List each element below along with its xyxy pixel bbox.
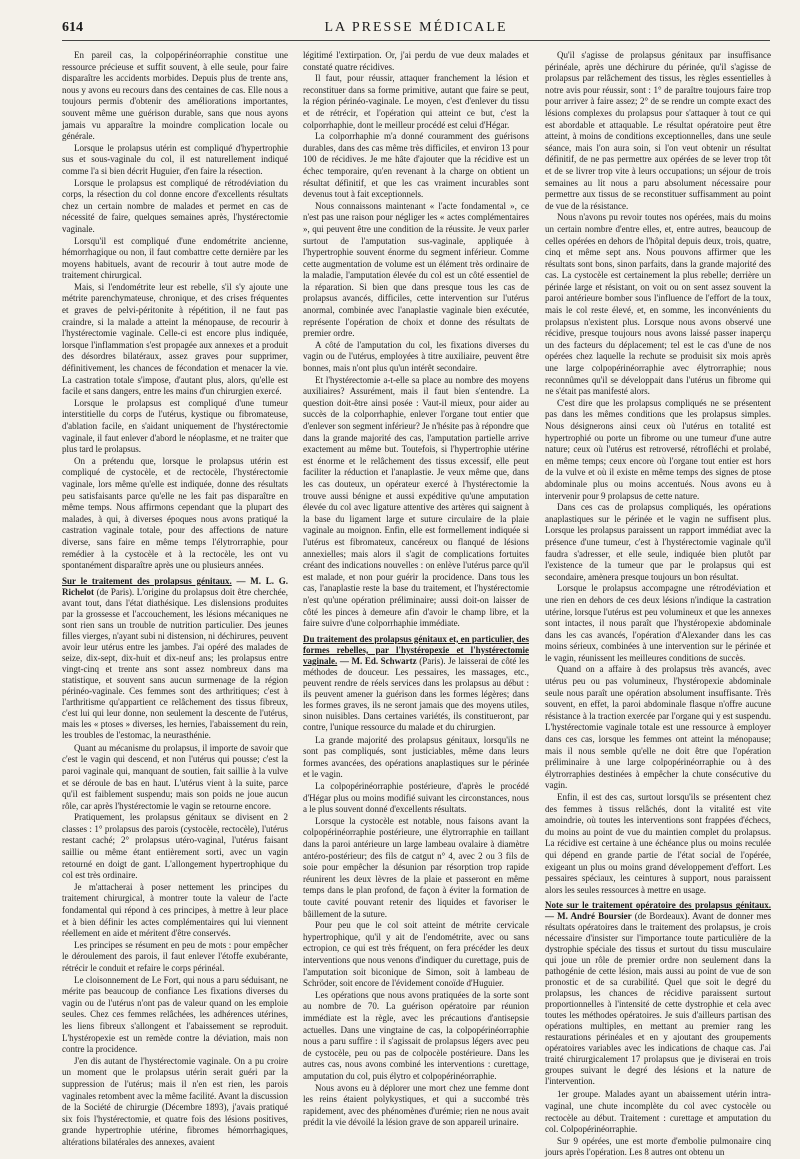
paragraph: C'est dire que les prolapsus compliqués ne se présentent pas dans les mêmes conditions que les prolapsus simples. Nous désignerons ainsi ceux où l'utérus en totalité est hypertrophié ou porte un fibrome ou une tumeur d'une autre nature; ceux où l'utérus est retroversé, rétrofléchi et prolabé, en même temps; ceux encore où l'organe tout entier est hors de la vulve et où il existe en même temps des signes de ptose abdominale plus ou moins accentués. Nous avons eu à intervenir pour 9 prolapsus de cette nature. <box>545 397 771 501</box>
paragraph: Le cloisonnement de Le Fort, qui nous a paru séduisant, ne mérite pas beaucoup de confiance Les fixations diverses du vagin ou de l'utérus n'ont pas de valeur quand on les emploie seules. Chez ces femmes relâchées, les adhérences utérines, les liens fibreux s'allongent et l'abaissement se reproduit. L'hystéropexie est un remède contre la déviation, mais non contre la procidence. <box>62 974 288 1055</box>
paragraph: A côté de l'amputation du col, les fixations diverses du vagin ou de l'utérus, employées à titre auxiliaire, peuvent être bonnes, mais n'ont plus qu'un intérêt secondaire. <box>303 339 529 374</box>
paragraph: La colpopérinéorraphie postérieure, d'après le procédé d'Hégar plus ou moins modifié suivant les circonstances, nous a le plus souvent donné d'excellents résultats. <box>303 781 529 815</box>
running-header <box>62 20 770 38</box>
section-author: — M. André Boursier <box>545 911 632 922</box>
paragraph: J'en dis autant de l'hystérectomie vaginale. On a pu croire un moment que le prolapsus utérin serait guéri par la suppression de l'utérus; mais il n'en est rien, les parois vaginales retombent avec la même facilité. Avant la discussion de la Société de chirurgie (Décembre 1893), j'avais pratiqué six fois l'hystérectomie, et quatre fois des lésions positives, grande hypertrophie utérine, fibromes hémorrhagiques, altérations bilatérales des annexes, avaient <box>62 1055 288 1147</box>
paragraph: Lorsque la cystocèle est notable, nous faisons avant la colpopérinéorraphie postérieure, une élytrorraphie en taillant dans la paroi antérieure un large lambeau ovalaire à diamètre antéro-postérieur; des fils de catgut n° 4, avec 2 ou 3 fils de soie pour empêcher la désunion par résorption trop rapide réunirent les deux lèvres de la plaie et passeront en même temps dans le plan profond, de façon à éviter la formation de toute cavité pouvant retenir des liquides et favoriser le bâillement de la suture. <box>303 815 529 919</box>
paragraph: Qu'il s'agisse de prolapsus génitaux par insuffisance périnéale, après une déchirure du périnée, qu'il s'agisse de prolapsus par relâchement des tissus, les règles essentielles à notre avis pour réussir, sont : 1° de paraître toujours faire trop pour arriver à faire assez; 2° de se rendre un compte exact des lésions complexes du prolapsus pour s'attaquer à tout ce qui est abordable et attaquable. Le résultat opératoire peut être atteint, à moins de conditions exceptionnelles, dans une seule séance, mais l'on aura soin, si l'on veut obtenir un résultat définitif, de ne pas permettre aux opérées de se lever trop tôt et de se livrer trop vite à leurs occupations; un séjour de trois semaines au lit nous a paru absolument nécessaire pour permettre aux tissus de se reconstituer suffisamment au point de vue de la résistance. <box>545 50 771 211</box>
paragraph: Il faut, pour réussir, attaquer franchement la lésion et reconstituer dans sa forme primitive, autant que faire se peut, la région périnéo-vaginale. Le moyen, c'est d'enlever du tissu et de rétrécir, et l'opération qui atteint ce but, c'est la colporrhaphie, dont le meilleur procédé est celui d'Hégar. <box>303 73 529 130</box>
paragraph: En pareil cas, la colpopérinéorraphie constitue une ressource précieuse et suffit souvent, à elle seule, pour faire disparaître les accidents morbides. Depuis plus de trente ans, nous y avons eu recours dans des centaines de cas. Elle nous a toujours permis d'obtenir des améliorations importantes, souvent même une guérison durable, sans que nous ayons jamais vu apparaître la moindre complication locale ou générale. <box>62 50 288 142</box>
section-title: Note sur le traitement opératoire des prolapsus génitaux. <box>545 900 771 911</box>
text-column-2 <box>303 50 529 1128</box>
section-heading <box>62 576 288 741</box>
section-body-text: (de Paris). L'origine du prolapsus doit être cherchée, avant tout, dans l'état diathésique. Les dislensions produites par la grossesse et l'accouchement, les lésions mécaniques ne sont rien sans un trouble de nutrition particulier. Des jeunes filles vierges, n'ayant subi ni distension, ni déchirures, peuvent avoir leur utérus entre les jambes. J'ai opéré des malades de seize, dix-sept, dix-huit et dix-neuf ans; les prolapsus entre vingt-cinq et trente ans sont assez nombreux dans ma statistique, et souvent sans aucun surmenage de la région périnéo-vaginale. Ces femmes sont des arthritiques; c'est à l'arthritisme qu'appartient ce relâchement des tissus fibreux, c'est lui qui leur donne, non seulement la descente de l'utérus, mais les « ptoses » diverses, les hernies, l'abaissement du rein, les troubles de l'estomac, la neurasthénie. <box>62 586 288 740</box>
section-body-text: (de Bordeaux). Avant de donner mes résultats opératoires dans le traitement des prolapsus, je crois nécessaire d'insister sur l'importance toute particulière de la dystrophie spéciale des tissus et surtout du tissu musculaire qui joue un rôle de premier ordre non seulement dans la pathogénie de cette lésion, mais aussi au point de vue de son pronostic et de sa curabilité. Quel que soit le degré du prolapsus, les chances de récidive paraissent surtout proportionnelles à l'intensité de cette dystrophie et cela avec toutes les méthodes opératoires. Je suis d'ailleurs partisan des opérations multiples, en mettant au premier rang les restaurations périnéales et en y ajoutant des groupements opératoires variables avec les indications de chaque cas. J'ai traité chirurgicalement 17 prolapsus que je diviserai en trois groupes suivant le degré des lésions et la nature de l'intervention. <box>545 911 772 1087</box>
paragraph: Nous avons eu à déplorer une mort chez une femme dont les reins étaient polykystiques, et qui a succombé très rapidement, avec des phénomènes d'urémie; rien ne nous avait prédit la vie dévoilé la lésion grave de son appareil urinaire. <box>303 1082 529 1128</box>
header-rule <box>62 40 770 41</box>
paragraph: Les principes se résument en peu de mots : pour empêcher le déroulement des parois, il faut enlever l'étoffe exubérante, rétrécir le conduit et refaire le corps périnéal. <box>62 939 288 973</box>
paragraph: Lorsque le prolapsus accompagne une rétrodéviation et une rien en dehors de ces deux lésions n'indique la castration utérine, lorsque l'utérus est peu volumineux et que les annexes sont intactes, il nous paraît que l'hystéropexie abdominale dans les cas avancés, l'opération d'Alexander dans les cas moins sérieux, combinées à une intervention sur le périnée et le vagin, réunissent les meilleures conditions de succès. <box>545 583 771 663</box>
paragraph: Et l'hystérectomie a-t-elle sa place au nombre des moyens auxiliaires? Assurément, mais il faut bien s'entendre. La question doit-être ainsi posée : Vaut-il mieux, pour aider au succès de la colporrhaphie, enlever l'organe tout entier que d'enlever son segment inférieur? Je n'hésite pas à répondre que dans la grande majorité des cas, l'amputation partielle arrive exactement au même but. Toutefois, si l'hypertrophie utérine est énorme et le relâchement des tissus excessif, elle peut faciliter la réduction et l'anaplastie. Je veux même que, dans les cas douteux, un opérateur exercé à l'hystérectomie la trouve aussi bénigne et aussi expéditive qu'une amputation élevée du col avec ligature attentive des artères qui saignent à la base du ligament large et suture circulaire de la plaie vaginale au moignon. Enfin, elle est formellement indiquée si l'utérus est fibromateux, cancéreux ou flanqué de lésions annexielles; mais alors il s'agit de complications fortuites créant des indications nouvelles : on enlève l'utérus parce qu'il est malade, et non pour guérir la procidence. Dans tous les cas, l'anaplastie reste la base du traitement, et l'hystérectomie n'est qu'une opération préliminaire; aussi doit-on laisser de côté les pinces à demeure afin d'avoir le champ libre, et la faire suivre d'une colporrhaphie immédiate. <box>303 374 529 629</box>
page-number: 614 <box>62 20 83 35</box>
paragraph: Quant au mécanisme du prolapsus, il importe de savoir que c'est le vagin qui descend, et non l'utérus qui pousse; c'est la paroi vaginale qui, manquant de soutien, fait saillie à la vulve et se déroule de bas en haut. L'utérus vient à la suite, parce qu'il est faiblement suspendu; mais son poids ne joue aucun rôle, car après l'hystérectomie le vagin se retourne encore. <box>62 742 288 811</box>
paragraph: Enfin, il est des cas, surtout lorsqu'ils se présentent chez des femmes à tissus relâchés, dont la vitalité est vite amoindrie, où toutes les interventions sont frappées d'échecs, du moins au point de vue du maintien complet du prolapsus. La récidive est certaine à une échéance plus ou moins reculée qui dépend en grande partie de l'état social de l'opérée, exigeant un plus ou moins grand développement d'effort. Les pessaires spéciaux, les ceintures à support, nous paraissent alors les seules ressources à mettre en usage. <box>545 792 771 895</box>
paragraph: Les opérations que nous avons pratiquées de la sorte sont au nombre de 70. La guérison opératoire par réunion immédiate est la règle, avec les précautions d'antisepsie actuelles. Dans une vingtaine de cas, la colpopérinéorraphie nous a paru suffire : il s'agissait de prolapsus légers avec peu de cystocèle, peu ou pas de colpocèle postérieure. Dans les autres cas, nous avons combiné les interventions : curettage, amputation du col, puis élytro et colpopérinéorraphie. <box>303 989 529 1081</box>
paragraph: Sur 9 opérées, une est morte d'embolie pulmonaire cinq jours après l'opération. Les 8 autres ont obtenu un <box>545 1135 771 1158</box>
paragraph: La grande majorité des prolapsus génitaux, lorsqu'ils ne sont pas compliqués, sont justiciables, même dans leurs formes avancées, des opérations anaplastiques sur le périnée et le vagin. <box>303 734 529 780</box>
paragraph: Nous n'avons pu revoir toutes nos opérées, mais du moins un certain nombre d'entre elles, et, entre autres, beaucoup de celles opérées en dehors de l'hôpital depuis deux, trois, quatre, cinq et même sept ans. Nous pouvons affirmer que les résultats sont bons, sinon parfaits, dans la grande majorité des cas. La cystocèle est certainement la plus rebelle; derrière un périnée large et résistant, on voit ou on sent assez souvent la paroi antérieure bomber sous l'influence de l'effort de la toux, mais le col reste élevé, et, en somme, les inconvénients du prolapsus n'existent plus. Lorsque nous avons observé une récidive, presque toujours nous avons laissé passer inaperçu un des facteurs du déplacement; tel est le cas d'une de nos opérées chez laquelle la rechute se produisit six mois après une large colpopérinéorraphie avec élytrorraphie; nous reconnûmes qu'il se développait dans l'utérus un fibrome qui ne s'était pas manifesté alors. <box>545 212 771 397</box>
paragraph: Pour peu que le col soit atteint de métrite cervicale hypertrophique, qu'il y ait de l'endométrite, avec ou sans ectropion, ce qui est très fréquent, on fera précéder les deux interventions que nous venons d'indiquer du curettage, puis de l'amputation soit biconique de Simon, soit à lambeau de Schröder, soit encore de l'évidement conoïde d'Huguier. <box>303 920 529 989</box>
paragraph: Lorsque le prolapsus est compliqué d'une tumeur interstitielle du corps de l'utérus, kystique ou fibromateuse, d'ablation facile, en s'aidant uniquement de l'hystérectomie vaginale, il faut enlever d'abord le néoplasme, et ne traiter que plus tard le prolapsus. <box>62 397 288 455</box>
paragraph: Lorsque le prolapsus est compliqué de rétrodéviation du corps, la résection du col donne encore d'excellents résultats chez un certain nombre de malades et permet en cas de nécessité de faire, quelques semaines après, l'hystérectomie vaginale. <box>62 177 288 234</box>
paragraph: 1er groupe. Malades ayant un abaissement utérin intra-vaginal, une chute incomplète du col avec cystocèle ou rectocèle au début. Traitement : curettage et amputation du col. Colpopérinéorraphie. <box>545 1089 771 1135</box>
text-column-3 <box>545 50 772 1158</box>
paragraph: Je m'attacherai à poser nettement les principes du traitement chirurgical, à montrer toute la valeur de l'acte fondamental qui répond à ces principes, à mettre à leur place et à bien définir les actes complémentaires qui lui viennent réellement en aide et méritent d'être conservés. <box>62 881 288 939</box>
section-body-text: (Paris). Je laisserai de côté les méthodes de douceur. Les pessaires, les massages, etc., peuvent rendre de réels services dans les prolapsus au début : ils peuvent amener la guérison dans les formes légères; dans les formes graves, ils ne seront jamais que des moyens utiles, sinon nuisibles. Dans certaines variétés, ils constitueront, par contre, l'unique ressource du malade et du chirurgien. <box>303 655 529 732</box>
paragraph: Lorsqu'il est compliqué d'une endométrite ancienne, hémorrhagique ou non, il faut combattre cette dernière par les moyens habituels, avant de recourir à tout autre mode de traitement chirurgical. <box>62 235 288 281</box>
paragraph: Mais, si l'endométrite leur est rebelle, s'il s'y ajoute une métrite parenchymateuse, chronique, et des crises fréquentes et graves de pelvi-péritonite à répétition, il ne faut pas craindre, si la malade a atteint la ménopause, de recourir à l'hystérectomie vaginale. Celle-ci est encore plus indiquée, lorsque l'inflammation s'est propagée aux annexes et a produit des désordres bilatéraux, assez graves pour supprimer, définitivement, les chances de fécondation et menacer la vie. La castration totale s'impose, d'autant plus, alors, qu'elle est facile et sans dangers, entre les mains d'un chirurgien exercé. <box>62 281 288 397</box>
section-author: — M. L. G. Richelot <box>62 575 288 597</box>
text-column-1 <box>62 50 288 1147</box>
section-heading <box>545 900 771 1087</box>
paragraph: Quand on a affaire à des prolapsus très avancés, avec utérus peu ou pas volumineux, l'hystéropexie abdominale seule nous paraît une opération absolument insuffisante. Très souvent, en effet, la paroi abdominale flasque n'offre aucune résistance à la traction exercée par l'organe qui y est suspendu. L'hystérectomie vaginale totale est une ressource à employer dans ces cas, lorsque les femmes ont atteint la ménopause; mais il nous semble qu'elle ne doit être que l'opération préliminaire à une large colpopérinéorraphie ou à des élytrorraphies destinées à empêcher la chute consécutive du vagin. <box>545 664 771 791</box>
section-heading <box>303 634 529 733</box>
paragraph: Nous connaissons maintenant « l'acte fondamental », ce n'est pas une raison pour négliger les « actes complémentaires », qui peuvent être une condition de la réussite. Je veux parler surtout de l'amputation sus-vaginale, appliquée à l'hypertrophie souvent énorme du segment inférieur. Comme cette augmentation de volume est un élément très ordinaire de la maladie, l'amputation élevée du col est un côté essentiel de la réparation. Si bien que dans presque tous les cas de prolapsus avancés, difficiles, cette intervention sur l'utérus anormal, combinée avec l'anaplastie vaginale bien exécutée, représente l'opération de choix et donne des résultats de premier ordre. <box>303 200 529 339</box>
journal-title: LA PRESSE MÉDICALE <box>324 20 508 35</box>
section-author: — M. Ed. Schwartz <box>337 655 417 666</box>
paragraph: Dans ces cas de prolapsus compliqués, les opérations anaplastiques sur le périnée et le vagin ne suffisent plus. Lorsque les prolapsus paraissent un rapport immédiat avec la présence d'une tumeur, c'est à l'hystérectomie vaginale qu'il faudra s'adresser, et elle seule, indiquée bien plutôt par l'existence de la tumeur que par le prolapsus qui est secondaire, amènera presque toujours un bon résultat. <box>545 502 771 582</box>
section-title: Du traitement des prolapsus génitaux et, en particulier, des formes rebelles, par l'hystéropexie et l'hystérectomie vaginale. <box>303 633 529 666</box>
paragraph: légitimé l'extirpation. Or, j'ai perdu de vue deux malades et constaté quatre récidives. <box>303 50 529 72</box>
paragraph: La colporrhaphie m'a donné couramment des guérisons durables, dans des cas même très difficiles, et environ 13 pour 100 de récidives. Je me hâte d'ajouter que la récidive est un échec temporaire, qu'en revenant à la charge on obtient un résultat définitif, et que les cas vraiment incurables sont devenus tout à fait exceptionnels. <box>303 131 529 200</box>
paragraph: On a prétendu que, lorsque le prolapsus utérin est compliqué de cystocèle, et de rectocèle, l'hystérectomie vaginale, lors même qu'elle est indiquée, donne des résultats peu satisfaisants parce qu'elle ne les fait pas disparaître en même temps. Nous affirmons cependant que la plupart des malades, à qui, à diverses époques nous avons pratiqué la castration vaginale totale, pour des affections de nature diverse, sans faire en même temps l'élytrorraphie, pour remédier à la cystocèle et à la rectocèle, les ont vu spontanément disparaître après une ou plusieurs années. <box>62 455 288 571</box>
paragraph: Lorsque le prolapsus utérin est compliqué d'hypertrophie sus et sous-vaginale du col, il est naturellement indiqué comme l'a si bien décrit Huguier, d'en faire la résection. <box>62 142 288 176</box>
paragraph: Pratiquement, les prolapsus génitaux se divisent en 2 classes : 1° prolapsus des parois (cystocèle, rectocèle), l'utérus restant caché; 2° prolapsus utéro-vaginal, l'utérus faisant saillie ou même étant entièrement sorti, avec un vagin retourné en doigt de gant. L'allongement hypertrophique du col est très ordinaire. <box>62 812 288 881</box>
section-title: Sur le traitement des prolapsus génitaux. <box>62 575 232 586</box>
